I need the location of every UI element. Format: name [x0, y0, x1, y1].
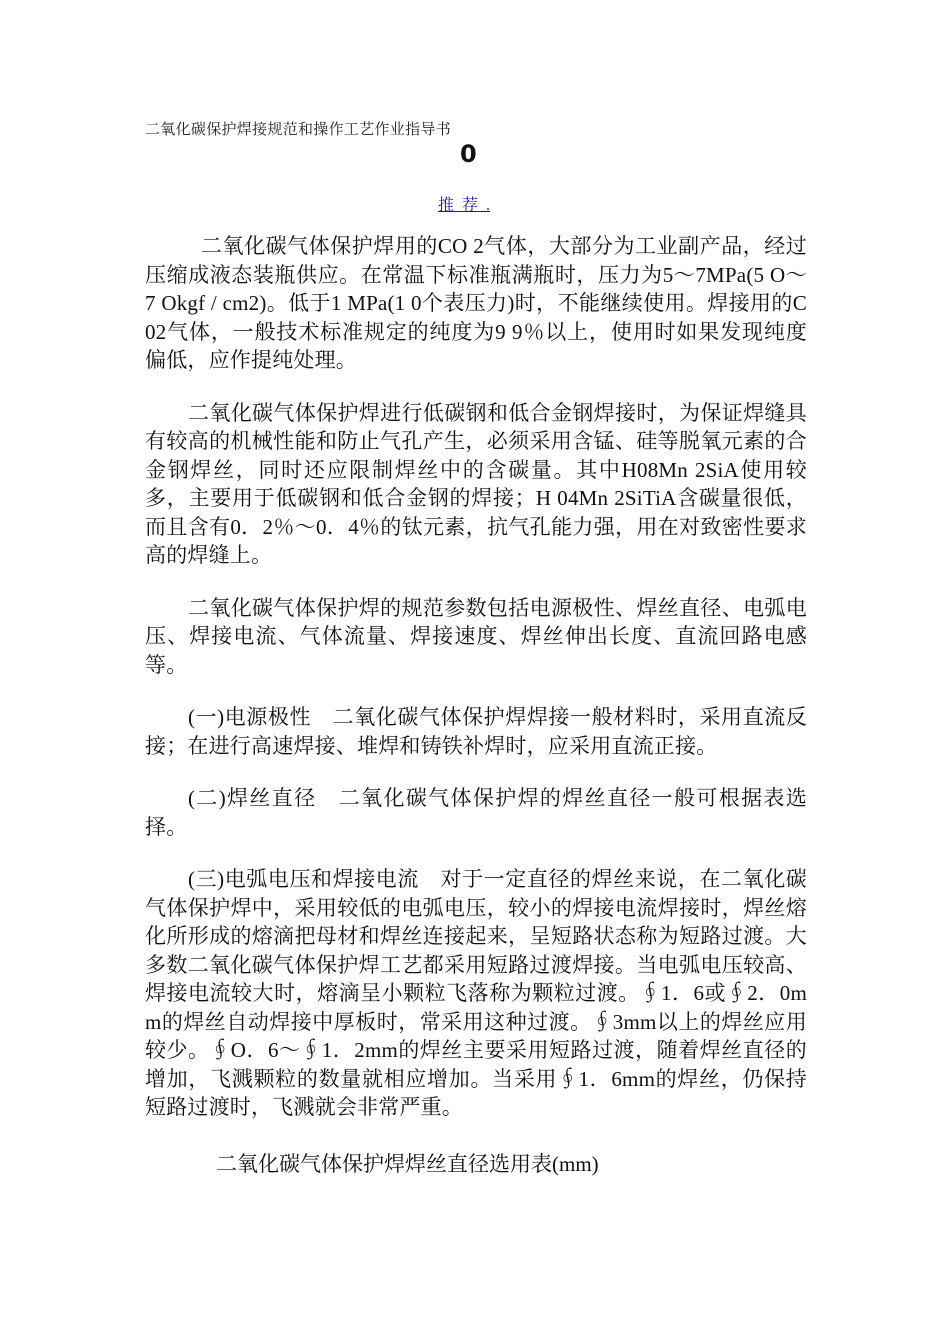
recommend-link[interactable]: 推 荐 .: [438, 197, 491, 214]
paragraph-parameters: 二氧化碳气体保护焊的规范参数包括电源极性、焊丝直径、电弧电压、焊接电流、气体流量、焊接速度、焊丝伸出长度、直流回路电感等。: [145, 595, 807, 677]
paragraph-co2-gas: 二氧化碳气体保护焊用的CO 2气体，大部分为工业副产品，经过压缩成液态装瓶供应。在常温下标准瓶满瓶时，压力为5～7MPa(5 O～7 Okgf / cm2)。低于1 MPa(1 0个表压力)时，不能继续使用。焊接用的C02气体，一般技术标准规定的纯度为9 9％以上，使用时如果发现纯度偏低，应作提纯处理。: [145, 234, 807, 372]
paragraph-power-polarity: (一)电源极性 二氧化碳气体保护焊焊接一般材料时，采用直流反接；在进行高速焊接、堆焊和铸铁补焊时，应采用直流正接。: [145, 705, 807, 758]
paragraph-arc-voltage-current: (三)电弧电压和焊接电流 对于一定直径的焊丝来说，在二氧化碳气体保护焊中，采用较低的电弧电压，较小的焊接电流焊接时，焊丝熔化所形成的熔滴把母材和焊丝连接起来，呈短路状态称为短路过渡。大多数二氧化碳气体保护焊工艺都采用短路过渡焊接。当电弧电压较高、焊接电流较大时，熔滴呈小颗粒飞落称为颗粒过渡。∮1．6或∮2．0mm的焊丝自动焊接中厚板时，常采用这种过渡。∮3mm以上的焊丝应用较少。∮O．6～∮1．2mm的焊丝主要采用短路过渡，随着焊丝直径的增加，飞溅颗粒的数量就相应增加。当采用∮1．6mm的焊丝，仍保持短路过渡时，飞溅就会非常严重。: [145, 867, 807, 1119]
document-body: [145, 232, 807, 1146]
table-caption: 二氧化碳气体保护焊焊丝直径选用表(mm): [216, 1152, 599, 1176]
document-title: 二氧化碳保护焊接规范和操作工艺作业指导书: [145, 122, 452, 138]
paragraph-welding-wire: 二氧化碳气体保护焊进行低碳钢和低合金钢焊接时，为保证焊缝具有较高的机械性能和防止气孔产生，必须采用含锰、硅等脱氧元素的合金钢焊丝，同时还应限制焊丝中的含碳量。其中H08Mn 2SiA使用较多，主要用于低碳钢和低合金钢的焊接；H 04Mn 2SiTiA含碳量很低，而且含有0．2％～0．4％的钛元素，抗气孔能力强，用在对致密性要求高的焊缝上。: [145, 400, 807, 567]
document-mark: 0: [460, 140, 477, 168]
paragraph-wire-diameter: (二)焊丝直径 二氧化碳气体保护焊的焊丝直径一般可根据表选择。: [145, 786, 807, 839]
